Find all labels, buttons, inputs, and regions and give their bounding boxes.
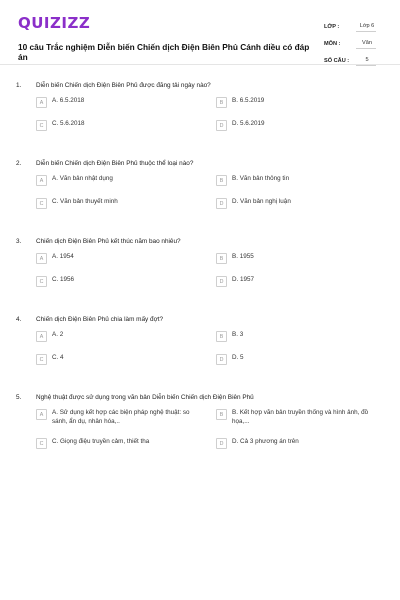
question-number: 4. [16,315,22,323]
meta-value: 5 [356,55,376,66]
meta-row-class [324,18,376,35]
question-list [16,78,384,474]
question-2 [16,156,384,220]
quizizz-logo: QUIZIZZ [18,14,91,32]
option-letter-box: D [216,198,227,209]
option-a[interactable] [36,96,204,114]
question-number: 5. [16,393,22,401]
option-text: A. Sử dụng kết hợp các biện pháp nghệ thuật: so sánh, ẩn dụ, nhân hóa,.. [52,409,190,425]
option-text: B. Kết hợp văn bản truyền thống và hình ảnh, đồ họa,... [232,409,369,425]
option-letter-box: D [216,354,227,365]
option-letter-box: D [216,438,227,449]
option-d[interactable] [216,275,384,293]
option-letter-box: D [216,120,227,131]
question-number: 2. [16,159,22,167]
meta-value: Lớp 6 [356,21,376,32]
option-c[interactable] [36,437,204,455]
option-a[interactable] [36,252,204,270]
meta-row-subject [324,35,376,52]
worksheet-title: 10 câu Trắc nghiệm Diễn biến Chiến dịch Điện Biên Phủ Cánh diều có đáp án [18,42,310,62]
option-letter-box: A [36,175,47,186]
option-letter-box: B [216,97,227,108]
question-text: Chiến dịch Điện Biên Phủ chia làm mấy đợt? [36,315,164,323]
option-letter-box: A [36,331,47,342]
option-letter-box: B [216,409,227,420]
question-text: Nghệ thuật được sử dụng trong văn bản Diễn biến Chiến dịch Điện Biên Phủ [36,393,254,401]
question-text: Chiến dịch Điện Biên Phủ kết thúc năm bao nhiêu? [36,237,181,245]
option-a[interactable] [36,408,204,432]
question-header [16,156,384,170]
option-grid [36,174,384,220]
meta-row-question-count [324,52,376,69]
option-letter-box: C [36,276,47,287]
meta-label: LỚP : [324,23,340,30]
worksheet-meta [324,18,376,69]
question-3 [16,234,384,298]
question-header [16,78,384,92]
option-letter-box: B [216,175,227,186]
option-grid [36,252,384,298]
option-grid [36,408,384,460]
option-b[interactable] [216,330,384,348]
option-text: D. 5.6.2019 [232,120,265,127]
question-number: 3. [16,237,22,245]
option-text: A. 6.5.2018 [52,97,85,104]
option-grid [36,330,384,376]
question-header [16,312,384,326]
option-d[interactable] [216,119,384,137]
option-letter-box: A [36,409,47,420]
option-letter-box: C [36,198,47,209]
option-letter-box: D [216,276,227,287]
worksheet-header [16,12,384,70]
option-c[interactable] [36,197,204,215]
option-text: D. 1957 [232,276,255,283]
option-d[interactable] [216,197,384,215]
question-4 [16,312,384,376]
question-header [16,390,384,404]
option-d[interactable] [216,437,384,455]
question-number: 1. [16,81,22,89]
meta-value: Văn [356,38,376,49]
question-text: Diễn biến Chiến dịch Điện Biên Phủ được đăng tải ngày nào? [36,81,211,89]
option-letter-box: A [36,97,47,108]
option-text: C. Giọng điệu truyền cảm, thiết tha [52,438,150,445]
option-c[interactable] [36,119,204,137]
option-b[interactable] [216,96,384,114]
option-letter-box: C [36,354,47,365]
option-text: D. Cả 3 phương án trên [232,438,299,445]
option-b[interactable] [216,252,384,270]
option-text: A. Văn bản nhật dụng [52,175,113,182]
meta-label: MÔN : [324,40,341,47]
option-letter-box: B [216,331,227,342]
option-letter-box: A [36,253,47,264]
option-c[interactable] [36,353,204,371]
option-text: B. 1955 [232,253,254,260]
option-c[interactable] [36,275,204,293]
option-text: A. 2 [52,331,64,338]
option-text: B. Văn bản thông tin [232,175,290,182]
question-header [16,234,384,248]
option-text: D. 5 [232,354,244,361]
option-a[interactable] [36,330,204,348]
option-letter-box: B [216,253,227,264]
question-1 [16,78,384,142]
header-divider [0,64,400,65]
option-grid [36,96,384,142]
option-text: C. 4 [52,354,64,361]
option-text: B. 3 [232,331,244,338]
meta-label: SỐ CÂU : [324,57,350,64]
option-b[interactable] [216,174,384,192]
question-text: Diễn biến Chiến dịch Điện Biên Phủ thuộc thể loại nào? [36,159,194,167]
option-b[interactable] [216,408,384,432]
question-5 [16,390,384,460]
option-text: C. 1956 [52,276,75,283]
option-letter-box: C [36,438,47,449]
option-text: A. 1954 [52,253,74,260]
option-a[interactable] [36,174,204,192]
option-letter-box: C [36,120,47,131]
option-text: B. 6.5.2019 [232,97,265,104]
option-text: D. Văn bản nghị luận [232,198,291,205]
option-text: C. Văn bản thuyết minh [52,198,118,205]
option-text: C. 5.6.2018 [52,120,85,127]
option-d[interactable] [216,353,384,371]
